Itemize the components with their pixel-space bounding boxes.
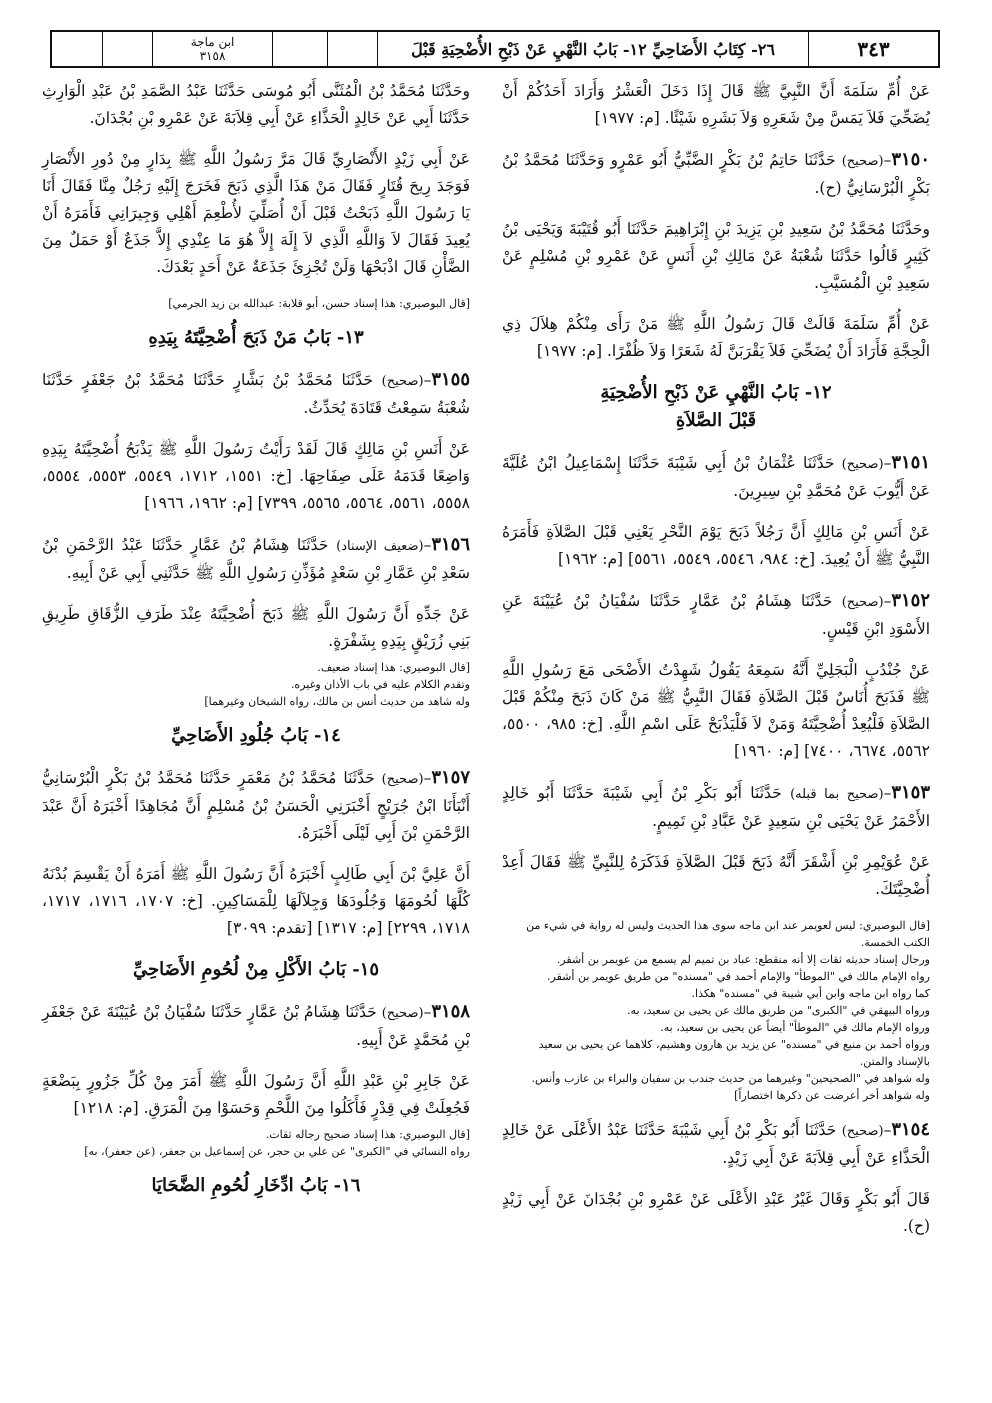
note-line: [قال البوصيري: هذا إسناد حسن، أبو قلابة: عبدالله بن زيد الجرمي]	[168, 297, 470, 310]
hadith-text: عَنْ عُوَيْمِرِ بْنِ أَشْقَرَ أَنَّهُ ذَبَحَ قَبْلَ الصَّلاَةِ فَذَكَرَهُ لِلنَّبِيِّ ﷺ فَقَالَ أَعِدْ أُضْحِيَّتَكَ.	[502, 853, 930, 898]
note-line: ورواه الإمام مالك في "الموطأ" أيضاً عن يحيى بن سعيد، به.	[660, 1021, 930, 1034]
chapter-heading: ١٤- بَابُ جُلُودِ الأَضَاحِيِّ	[171, 725, 341, 746]
note-line: [قال البوصيري: ليس لعويمر عند ابن ماجه سوى هذا الحديث وليس له رواية في شيء من الكتب الخمسة.	[526, 919, 930, 949]
note-line: وله شواهد في "الصحيحين" وغيرهما من حديث جندب بن سفيان والبراء بن عازب وأنس.	[531, 1072, 930, 1085]
hadith-number: ٣١٥٦	[431, 534, 470, 555]
hadith-grade: (صحيح)	[381, 374, 424, 389]
note-line: كما رواه ابن ماجه وابن أبي شيبة في "مسنده" هكذا.	[691, 987, 930, 1000]
chapter-title-cont: قَبْلَ الصَّلاَةِ	[675, 410, 757, 431]
hadith-text: عَنْ أُمِّ سَلَمَةَ أَنَّ النَّبِيَّ ﷺ قَالَ إِذَا دَخَلَ الْعَشْرُ وَأَرَادَ أَحَدُكُمْ أَنْ يُضَحِّيَ فَلاَ يَمَسَّ مِنْ شَعَرِهِ وَلاَ بَشَرِهِ شَيْئًا. [م: ١٩٧٧]	[502, 82, 930, 127]
hadith-text: أَنَّ عَلِيَّ بْنَ أَبِي طَالِبٍ أَخْبَرَهُ أَنَّ رَسُولَ اللَّهِ ﷺ أَمَرَهُ أَنْ يَقْسِمَ بُدْنَهُ كُلَّهَا لُحُومَهَا وَجُلُودَهَا وَجِلاَلَهَا لِلْمَسَاكِينِ. [خ: ١٧٠٧، ١٧١٦، ١٧١٧، ١٧١٨، ٢٢٩٩] [م: ١٣١٧] [تقدم: ٣٠٩٩]	[42, 865, 470, 937]
isnad-text: حَدَّثَنَا هِشَامُ بْنُ عَمَّارٍ حَدَّثَنَا سُفْيَانُ بْنُ عُيَيْنَةَ عَنِ الأَسْوَدِ ابْنِ قَيْسٍ.	[502, 592, 930, 638]
hadith-grade: (ضعيف الإسناد)	[336, 539, 424, 554]
hadith-text: قَالَ أَبُو بَكْرٍ وَقَالَ غَيْرُ عَبْدِ الأَعْلَى عَنْ عَمْرِو بْنِ بُجْدَانَ عَنْ أَبِي زَيْدٍ (ح).	[502, 1190, 930, 1235]
hadith-isnad: وحَدَّثَنَا مُحَمَّدُ بْنُ الْمُثَنَّى أَبُو مُوسَى حَدَّثَنَا عَبْدُ الصَّمَدِ بْنُ عَبْدِ الْوَارِثِ حَدَّثَنَا أَبِي عَنْ خَالِدٍ الْحَذَّاءِ عَنْ أَبِي قِلاَبَةَ عَنْ عَمْرِو بْنِ بُجْدَانَ.	[42, 82, 470, 127]
hadith-grade: (صحيح)	[381, 772, 424, 787]
commentary-notes	[42, 659, 470, 710]
header-empty-cell	[102, 32, 152, 66]
isnad-text: حَدَّثَنَا حَاتِمُ بْنُ بَكْرٍ الضَّبِّيُّ أَبُو عَمْرٍو وَحَدَّثَنَا مُحَمَّدُ بْنُ بَكْرٍ الْبُرْسَانِيُّ (ح).	[502, 151, 930, 197]
note-line: وتقدم الكلام عليه في باب الأذان وغيره.	[290, 678, 470, 691]
chapter-heading	[502, 379, 930, 435]
hadith-grade: (صحيح)	[841, 154, 884, 169]
isnad-text: حَدَّثَنَا أَبُو بَكْرِ بْنُ أَبِي شَيْبَةَ حَدَّثَنَا أَبُو خَالِدٍ الأَحْمَرُ عَنْ يَحْيَى بْنِ سَعِيدٍ عَنْ عَبَّادِ بْنِ تَمِيمٍ.	[502, 784, 930, 830]
hadith-isnad: ٣١٥٢–(صحيح) حَدَّثَنَا هِشَامُ بْنُ عَمَّارٍ حَدَّثَنَا سُفْيَانُ بْنُ عُيَيْنَةَ عَنِ الأَسْوَدِ ابْنِ قَيْسٍ.	[502, 590, 930, 638]
note-line: ورواه أحمد بن منيع في "مسنده" عن يزيد بن هارون وهشيم، كلاهما عن يحيى بن سعيد بالإسناد والمتن.	[538, 1038, 930, 1068]
hadith-text: عَنْ أَنَسِ بْنِ مَالِكٍ أَنَّ رَجُلاً ذَبَحَ يَوْمَ النَّحْرِ يَعْنِي قَبْلَ الصَّلاَةِ فَأَمَرَهُ النَّبِيُّ ﷺ أَنْ يُعِيدَ. [خ: ٩٨٤، ٥٥٤٦، ٥٥٤٩، ٥٥٦١] [م: ١٩٦٢]	[502, 523, 930, 568]
isnad-text: حَدَّثَنَا مُحَمَّدُ بْنُ بَشَّارٍ حَدَّثَنَا مُحَمَّدُ بْنُ جَعْفَرٍ حَدَّثَنَا شُعْبَةُ سَمِعْتُ قَتَادَةَ يُحَدِّثُ.	[42, 371, 470, 417]
note-line: [قال البوصيري: هذا إسناد ضعيف.	[317, 661, 470, 674]
chapter-title: ١٢- بَابُ النَّهْيِ عَنْ ذَبْحِ الأُضْحِيَةِ	[600, 382, 832, 403]
hadith-grade: (صحيح)	[381, 1006, 424, 1021]
hadith-isnad: ٣١٥٣–(صحيح بما قبله) حَدَّثَنَا أَبُو بَكْرِ بْنُ أَبِي شَيْبَةَ حَدَّثَنَا أَبُو خَالِدٍ الأَحْمَرُ عَنْ يَحْيَى بْنِ سَعِيدٍ عَنْ عَبَّادِ بْنِ تَمِيمٍ.	[502, 782, 930, 830]
reference-label: ابن ماجة	[190, 35, 235, 49]
hadith-text: عَنْ جُنْدُبٍ الْبَجَلِيِّ أَنَّهُ سَمِعَهُ يَقُولُ شَهِدْتُ الأَضْحَى مَعَ رَسُولِ اللَّهِ ﷺ فَذَبَحَ أُنَاسٌ قَبْلَ الصَّلاَةِ فَقَالَ النَّبِيُّ ﷺ مَنْ كَانَ ذَبَحَ مِنْكُمْ قَبْلَ الصَّلاَةِ فَلْيُعِدْ أُضْحِيَّتَهُ وَمَنْ لاَ فَلْيَذْبَحْ عَلَى اسْمِ اللَّهِ. [خ: ٩٨٥، ٥٥٠٠، ٥٥٦٢، ٦٦٧٤، ٧٤٠٠] [م: ١٩٦٠]	[502, 661, 930, 760]
hadith-isnad: ٣١٥٨–(صحيح) حَدَّثَنَا هِشَامُ بْنُ عَمَّارٍ حَدَّثَنَا سُفْيَانُ بْنُ عُيَيْنَةَ عَنْ جَعْفَرِ بْنِ مُحَمَّدٍ عَنْ أَبِيهِ.	[42, 1001, 470, 1049]
note-line: وله شاهد من حديث أنس بن مالك، رواه الشيخان وغيرهما]	[204, 695, 470, 708]
header-empty-cell	[52, 32, 102, 66]
hadith-number: ٣١٥٠	[891, 149, 930, 170]
hadith-number: ٣١٥٥	[431, 369, 470, 390]
hadith-isnad: ٣١٥٦–(ضعيف الإسناد) حَدَّثَنَا هِشَامُ بْنُ عَمَّارٍ حَدَّثَنَا عَبْدُ الرَّحْمَنِ بْنُ سَعْدِ بْنِ عَمَّارِ بْنِ سَعْدٍ مُؤَذِّنِ رَسُولِ اللَّهِ ﷺ حَدَّثَنِي أَبِي عَنْ أَبِيهِ.	[42, 534, 470, 582]
hadith-number: ٣١٥٢	[891, 590, 930, 611]
hadith-text: عَنْ أَنَسِ بْنِ مَالِكٍ قَالَ لَقَدْ رَأَيْتُ رَسُولَ اللَّهِ ﷺ يَذْبَحُ أُضْحِيَّتَهُ بِيَدِهِ وَاضِعًا قَدَمَهُ عَلَى صِفَاحِهَا. [خ: ١٥٥١، ١٧١٢، ٥٥٤٩، ٥٥٥٣، ٥٥٥٤، ٥٥٥٨، ٥٥٦١، ٥٥٦٤، ٥٥٦٥، ٧٣٩٩] [م: ١٩٦٢، ١٩٦٦]	[42, 440, 471, 512]
chapter-heading: ١٦- بَابُ ادِّخَارِ لُحُومِ الضَّحَايَا	[151, 1175, 361, 1196]
left-column	[42, 78, 470, 1214]
page-number: ٣٤٣	[808, 32, 938, 66]
commentary-notes	[42, 1126, 470, 1160]
header-empty-cell	[272, 32, 327, 66]
hadith-text: عَنْ أَبِي زَيْدٍ الأَنْصَارِيِّ قَالَ مَرَّ رَسُولُ اللَّهِ ﷺ بِدَارٍ مِنْ دُورِ الأَنْصَارِ فَوَجَدَ رِيحَ قُتَارٍ فَقَالَ مَنْ هَذَا الَّذِي ذَبَحَ فَخَرَجَ إِلَيْهِ رَجُلٌ مِنَّا فَقَالَ أَنَا يَا رَسُولَ اللَّهِ ذَبَحْتُ قَبْلَ أَنْ أُصَلِّيَ لأُطْعِمَ أَهْلِي وَجِيرَانِي فَأَمَرَهُ أَنْ يُعِيدَ فَقَالَ لاَ وَاللَّهِ الَّذِي لاَ إِلَهَ إِلاَّ هُوَ مَا عِنْدِي إِلاَّ جَذَعٌ أَوْ حَمَلٌ مِنَ الضَّأْنِ قَالَ اذْبَحْهَا وَلَنْ تُجْزِئَ جَذَعَةٌ عَنْ أَحَدٍ بَعْدَكَ.	[42, 150, 470, 276]
hadith-grade: (صحيح)	[841, 1124, 884, 1139]
note-line: رواه النسائي في "الكبرى" عن علي بن حجر، عن إسماعيل بن جعفر، (عن جعفر)، به]	[84, 1145, 470, 1158]
hadith-text: عَنْ جَدِّهِ أَنَّ رَسُولَ اللَّهِ ﷺ ذَبَحَ أُضْحِيَّتَهُ عِنْدَ طَرَفِ الزُّقَاقِ طَرِيقِ بَنِي زُرَيْقٍ بِيَدِهِ بِشَفْرَةٍ.	[42, 605, 470, 650]
header-empty-cell	[327, 32, 377, 66]
isnad-text: حَدَّثَنَا هِشَامُ بْنُ عَمَّارٍ حَدَّثَنَا عَبْدُ الرَّحْمَنِ بْنُ سَعْدِ بْنِ عَمَّارِ بْنِ سَعْدٍ مُؤَذِّنِ رَسُولِ اللَّهِ ﷺ حَدَّثَنِي أَبِي عَنْ أَبِيهِ.	[42, 536, 470, 582]
hadith-isnad: ٣١٥٠–(صحيح) حَدَّثَنَا حَاتِمُ بْنُ بَكْرٍ الضَّبِّيُّ أَبُو عَمْرٍو وَحَدَّثَنَا مُحَمَّدُ بْنُ بَكْرٍ الْبُرْسَانِيُّ (ح).	[502, 149, 930, 197]
hadith-isnad: ٣١٥٤–(صحيح) حَدَّثَنَا أَبُو بَكْرِ بْنُ أَبِي شَيْبَةَ حَدَّثَنَا عَبْدُ الأَعْلَى عَنْ خَالِدٍ الْحَذَّاءِ عَنْ أَبِي قِلاَبَةَ عَنْ أَبِي زَيْدٍ.	[502, 1119, 930, 1167]
hadith-reference	[152, 32, 272, 66]
hadith-text: عَنْ جَابِرِ بْنِ عَبْدِ اللَّهِ أَنَّ رَسُولَ اللَّهِ ﷺ أَمَرَ مِنْ كُلِّ جَزُورٍ بِبَضْعَةٍ فَجُعِلَتْ فِي قِدْرٍ فَأَكَلُوا مِنَ اللَّحْمِ وَحَسَوْا مِنَ الْمَرَقِ. [م: ١٢١٨]	[42, 1072, 470, 1117]
commentary-notes	[502, 917, 930, 1104]
isnad-text: حَدَّثَنَا هِشَامُ بْنُ عَمَّارٍ حَدَّثَنَا سُفْيَانُ بْنُ عُيَيْنَةَ عَنْ جَعْفَرِ بْنِ مُحَمَّدٍ عَنْ أَبِيهِ.	[42, 1003, 470, 1049]
hadith-number: ٣١٥٧	[431, 767, 470, 788]
hadith-isnad: ٣١٥٥–(صحيح) حَدَّثَنَا مُحَمَّدُ بْنُ بَشَّارٍ حَدَّثَنَا مُحَمَّدُ بْنُ جَعْفَرٍ حَدَّثَنَا شُعْبَةُ سَمِعْتُ قَتَادَةَ يُحَدِّثُ.	[42, 369, 470, 417]
reference-number: ٣١٥٨	[199, 49, 226, 63]
hadith-grade: (صحيح)	[841, 595, 884, 610]
hadith-grade: (صحيح بما قبله)	[790, 787, 884, 802]
running-title: ٢٦- كِتَابُ الأَضَاحِيِّ ١٢- بَابُ النَّهْيِ عَنْ ذَبْحِ الأُضْحِيَةِ قَبْلَ	[377, 32, 808, 66]
hadith-number: ٣١٥٤	[891, 1119, 930, 1140]
hadith-isnad: ٣١٥١–(صحيح) حَدَّثَنَا عُثْمَانُ بْنُ أَبِي شَيْبَةَ حَدَّثَنَا إِسْمَاعِيلُ ابْنُ عُلَيَّةَ عَنْ أَيُّوبَ عَنْ مُحَمَّدِ بْنِ سِيرِينَ.	[502, 452, 930, 500]
hadith-number: ٣١٥١	[891, 452, 930, 473]
chapter-heading: ١٥- بَابُ الأَكْلِ مِنْ لُحُومِ الأَضَاحِيِّ	[132, 959, 380, 980]
isnad-text: حَدَّثَنَا مُحَمَّدُ بْنُ مَعْمَرٍ حَدَّثَنَا مُحَمَّدُ بْنُ بَكْرٍ الْبُرْسَانِيُّ أَنْبَأَنَا ابْنُ جُرَيْجٍ أَخْبَرَنِي الْحَسَنُ بْنُ مُسْلِمٍ أَنَّ مُجَاهِدًا أَخْبَرَهُ أَنَّ عَبْدَ الرَّحْمَنِ بْنَ أَبِي لَيْلَى أَخْبَرَهُ.	[42, 769, 470, 842]
hadith-text: وحَدَّثَنَا مُحَمَّدُ بْنُ سَعِيدِ بْنِ يَزِيدَ بْنِ إِبْرَاهِيمَ حَدَّثَنَا أَبُو قُتَيْبَةَ وَيَحْيَى بْنُ كَثِيرٍ قَالُوا حَدَّثَنَا شُعْبَةُ عَنْ مَالِكِ بْنِ أَنَسٍ عَنْ عَمْرِو بْنِ مُسْلِمٍ عَنْ سَعِيدِ بْنِ الْمُسَيَّبِ.	[502, 220, 930, 292]
note-line: [قال البوصيري: هذا إسناد صحيح رجاله ثقات.	[265, 1128, 470, 1141]
hadith-text: عَنْ أُمِّ سَلَمَةَ قَالَتْ قَالَ رَسُولُ اللَّهِ ﷺ مَنْ رَأَى مِنْكُمْ هِلاَلَ ذِي الْحِجَّةِ فَأَرَادَ أَنْ يُضَحِّيَ فَلاَ يَقْرَبَنَّ لَهُ شَعَرًا وَلاَ ظُفْرًا. [م: ١٩٧٧]	[502, 315, 930, 360]
note-line: وله شواهد أخر أعرضت عن ذكرها اختصاراً]	[734, 1089, 930, 1102]
note-line: ورواه البيهقي في "الكبرى" من طريق مالك عن يحيى بن سعيد، به.	[627, 1004, 930, 1017]
hadith-grade: (صحيح)	[841, 457, 884, 472]
hadith-number: ٣١٥٨	[431, 1001, 470, 1022]
note-line: ورجال إسناد حديثه ثقات إلا أنه منقطع: عباد بن تميم لم يسمع من عويمر بن أشقر.	[556, 953, 930, 966]
isnad-text: حَدَّثَنَا عُثْمَانُ بْنُ أَبِي شَيْبَةَ حَدَّثَنَا إِسْمَاعِيلُ ابْنُ عُلَيَّةَ عَنْ أَيُّوبَ عَنْ مُحَمَّدِ بْنِ سِيرِينَ.	[502, 454, 930, 500]
page-header	[50, 30, 940, 68]
hadith-number: ٣١٥٣	[891, 782, 930, 803]
hadith-isnad: ٣١٥٧–(صحيح) حَدَّثَنَا مُحَمَّدُ بْنُ مَعْمَرٍ حَدَّثَنَا مُحَمَّدُ بْنُ بَكْرٍ الْبُرْسَانِيُّ أَنْبَأَنَا ابْنُ جُرَيْجٍ أَخْبَرَنِي الْحَسَنُ بْنُ مُسْلِمٍ أَنَّ مُجَاهِدًا أَخْبَرَهُ أَنَّ عَبْدَ الرَّحْمَنِ بْنَ أَبِي لَيْلَى أَخْبَرَهُ.	[42, 767, 470, 842]
note-line: رواه الإمام مالك في "الموطأ" والإمام أحمد في "مسنده" من طريق عويمر بن أشقر.	[547, 970, 930, 983]
right-column	[502, 78, 930, 1254]
isnad-text: حَدَّثَنَا أَبُو بَكْرِ بْنُ أَبِي شَيْبَةَ حَدَّثَنَا عَبْدُ الأَعْلَى عَنْ خَالِدٍ الْحَذَّاءِ عَنْ أَبِي قِلاَبَةَ عَنْ أَبِي زَيْدٍ.	[502, 1121, 930, 1167]
chapter-heading: ١٣- بَابُ مَنْ ذَبَحَ أُضْحِيَّتَهُ بِيَدِهِ	[148, 327, 364, 348]
